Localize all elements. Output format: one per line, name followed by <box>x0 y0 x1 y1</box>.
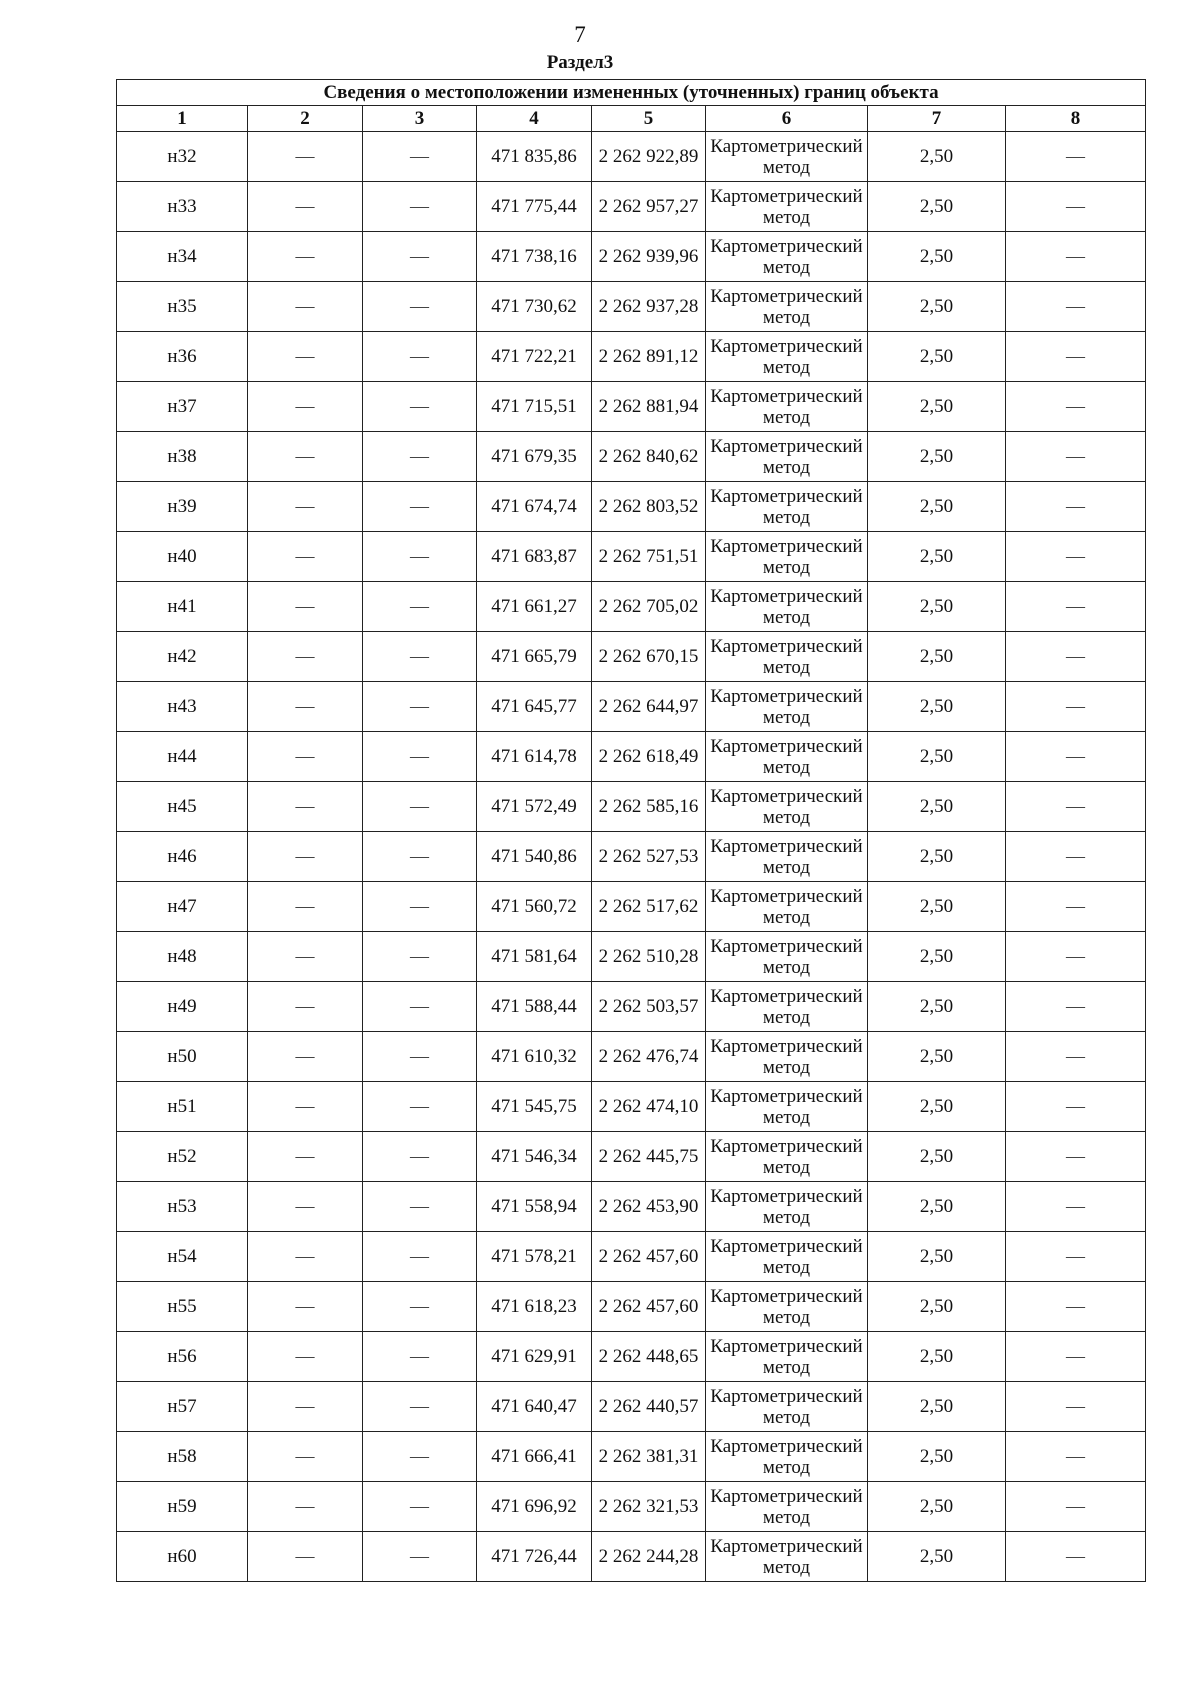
empty-cell: — <box>363 132 477 182</box>
method-cell: Картометрический метод <box>706 132 868 182</box>
empty-cell: — <box>1006 482 1146 532</box>
y-coordinate-cell: 2 262 476,74 <box>592 1032 706 1082</box>
table-row <box>117 1282 1146 1332</box>
accuracy-cell: 2,50 <box>868 282 1006 332</box>
accuracy-cell: 2,50 <box>868 832 1006 882</box>
y-coordinate-cell: 2 262 503,57 <box>592 982 706 1032</box>
empty-cell: — <box>1006 732 1146 782</box>
y-coordinate-cell: 2 262 527,53 <box>592 832 706 882</box>
empty-cell: — <box>363 1282 477 1332</box>
table-row <box>117 682 1146 732</box>
empty-cell: — <box>248 282 363 332</box>
empty-cell: — <box>248 382 363 432</box>
accuracy-cell: 2,50 <box>868 1082 1006 1132</box>
empty-cell: — <box>1006 1382 1146 1432</box>
point-number-cell: н60 <box>117 1532 248 1582</box>
empty-cell: — <box>1006 1232 1146 1282</box>
method-cell: Картометрический метод <box>706 1432 868 1482</box>
empty-cell: — <box>363 832 477 882</box>
empty-cell: — <box>248 1232 363 1282</box>
empty-cell: — <box>363 582 477 632</box>
x-coordinate-cell: 471 581,64 <box>477 932 592 982</box>
table-row <box>117 282 1146 332</box>
x-coordinate-cell: 471 665,79 <box>477 632 592 682</box>
empty-cell: — <box>1006 582 1146 632</box>
point-number-cell: н43 <box>117 682 248 732</box>
y-coordinate-cell: 2 262 321,53 <box>592 1482 706 1532</box>
method-cell: Картометрический метод <box>706 182 868 232</box>
x-coordinate-cell: 471 645,77 <box>477 682 592 732</box>
empty-cell: — <box>248 632 363 682</box>
empty-cell: — <box>363 1332 477 1382</box>
point-number-cell: н39 <box>117 482 248 532</box>
empty-cell: — <box>363 532 477 582</box>
y-coordinate-cell: 2 262 445,75 <box>592 1132 706 1182</box>
accuracy-cell: 2,50 <box>868 482 1006 532</box>
empty-cell: — <box>363 882 477 932</box>
x-coordinate-cell: 471 560,72 <box>477 882 592 932</box>
empty-cell: — <box>1006 332 1146 382</box>
empty-cell: — <box>363 932 477 982</box>
empty-cell: — <box>1006 1082 1146 1132</box>
empty-cell: — <box>248 182 363 232</box>
method-cell: Картометрический метод <box>706 1032 868 1082</box>
x-coordinate-cell: 471 572,49 <box>477 782 592 832</box>
empty-cell: — <box>248 982 363 1032</box>
table-row <box>117 382 1146 432</box>
empty-cell: — <box>363 382 477 432</box>
point-number-cell: н35 <box>117 282 248 332</box>
empty-cell: — <box>248 782 363 832</box>
x-coordinate-cell: 471 618,23 <box>477 1282 592 1332</box>
empty-cell: — <box>248 1182 363 1232</box>
y-coordinate-cell: 2 262 244,28 <box>592 1532 706 1582</box>
point-number-cell: н54 <box>117 1232 248 1282</box>
x-coordinate-cell: 471 722,21 <box>477 332 592 382</box>
x-coordinate-cell: 471 629,91 <box>477 1332 592 1382</box>
method-cell: Картометрический метод <box>706 332 868 382</box>
empty-cell: — <box>363 1482 477 1532</box>
accuracy-cell: 2,50 <box>868 632 1006 682</box>
empty-cell: — <box>363 232 477 282</box>
accuracy-cell: 2,50 <box>868 1032 1006 1082</box>
empty-cell: — <box>363 482 477 532</box>
point-number-cell: н38 <box>117 432 248 482</box>
empty-cell: — <box>248 1132 363 1182</box>
table-row <box>117 1382 1146 1432</box>
y-coordinate-cell: 2 262 457,60 <box>592 1282 706 1332</box>
method-cell: Картометрический метод <box>706 282 868 332</box>
x-coordinate-cell: 471 730,62 <box>477 282 592 332</box>
table-row <box>117 882 1146 932</box>
accuracy-cell: 2,50 <box>868 532 1006 582</box>
accuracy-cell: 2,50 <box>868 1532 1006 1582</box>
accuracy-cell: 2,50 <box>868 932 1006 982</box>
empty-cell: — <box>1006 1482 1146 1532</box>
column-number: 4 <box>477 106 592 132</box>
point-number-cell: н44 <box>117 732 248 782</box>
empty-cell: — <box>248 882 363 932</box>
method-cell: Картометрический метод <box>706 782 868 832</box>
method-cell: Картометрический метод <box>706 882 868 932</box>
empty-cell: — <box>1006 532 1146 582</box>
empty-cell: — <box>363 682 477 732</box>
method-cell: Картометрический метод <box>706 682 868 732</box>
y-coordinate-cell: 2 262 939,96 <box>592 232 706 282</box>
x-coordinate-cell: 471 696,92 <box>477 1482 592 1532</box>
column-number: 8 <box>1006 106 1146 132</box>
table-row <box>117 532 1146 582</box>
table-row <box>117 782 1146 832</box>
column-number: 2 <box>248 106 363 132</box>
y-coordinate-cell: 2 262 474,10 <box>592 1082 706 1132</box>
empty-cell: — <box>248 1382 363 1432</box>
empty-cell: — <box>248 1532 363 1582</box>
empty-cell: — <box>363 732 477 782</box>
empty-cell: — <box>363 1232 477 1282</box>
empty-cell: — <box>363 1532 477 1582</box>
empty-cell: — <box>248 582 363 632</box>
method-cell: Картометрический метод <box>706 582 868 632</box>
empty-cell: — <box>363 982 477 1032</box>
y-coordinate-cell: 2 262 670,15 <box>592 632 706 682</box>
empty-cell: — <box>1006 832 1146 882</box>
empty-cell: — <box>248 832 363 882</box>
x-coordinate-cell: 471 614,78 <box>477 732 592 782</box>
table-row <box>117 832 1146 882</box>
accuracy-cell: 2,50 <box>868 1382 1006 1432</box>
method-cell: Картометрический метод <box>706 982 868 1032</box>
point-number-cell: н49 <box>117 982 248 1032</box>
point-number-cell: н46 <box>117 832 248 882</box>
empty-cell: — <box>363 1032 477 1082</box>
method-cell: Картометрический метод <box>706 232 868 282</box>
point-number-cell: н58 <box>117 1432 248 1482</box>
empty-cell: — <box>1006 682 1146 732</box>
point-number-cell: н56 <box>117 1332 248 1382</box>
accuracy-cell: 2,50 <box>868 1182 1006 1232</box>
table-row <box>117 1032 1146 1082</box>
accuracy-cell: 2,50 <box>868 882 1006 932</box>
x-coordinate-cell: 471 546,34 <box>477 1132 592 1182</box>
method-cell: Картометрический метод <box>706 1382 868 1432</box>
accuracy-cell: 2,50 <box>868 432 1006 482</box>
y-coordinate-cell: 2 262 517,62 <box>592 882 706 932</box>
x-coordinate-cell: 471 661,27 <box>477 582 592 632</box>
table-row <box>117 1082 1146 1132</box>
method-cell: Картометрический метод <box>706 1332 868 1382</box>
accuracy-cell: 2,50 <box>868 982 1006 1032</box>
method-cell: Картометрический метод <box>706 1232 868 1282</box>
empty-cell: — <box>1006 432 1146 482</box>
accuracy-cell: 2,50 <box>868 132 1006 182</box>
empty-cell: — <box>248 532 363 582</box>
table-row <box>117 1332 1146 1382</box>
empty-cell: — <box>248 1432 363 1482</box>
method-cell: Картометрический метод <box>706 482 868 532</box>
x-coordinate-cell: 471 610,32 <box>477 1032 592 1082</box>
accuracy-cell: 2,50 <box>868 1332 1006 1382</box>
column-number-row <box>117 106 1146 132</box>
empty-cell: — <box>1006 882 1146 932</box>
empty-cell: — <box>363 1132 477 1182</box>
y-coordinate-cell: 2 262 618,49 <box>592 732 706 782</box>
x-coordinate-cell: 471 674,74 <box>477 482 592 532</box>
x-coordinate-cell: 471 726,44 <box>477 1532 592 1582</box>
method-cell: Картометрический метод <box>706 832 868 882</box>
accuracy-cell: 2,50 <box>868 382 1006 432</box>
y-coordinate-cell: 2 262 937,28 <box>592 282 706 332</box>
empty-cell: — <box>363 432 477 482</box>
empty-cell: — <box>1006 182 1146 232</box>
method-cell: Картометрический метод <box>706 1082 868 1132</box>
empty-cell: — <box>363 332 477 382</box>
empty-cell: — <box>1006 232 1146 282</box>
page-number: 7 <box>574 22 586 47</box>
table-caption: Сведения о местоположении измененных (уточненных) границ объекта <box>117 80 1146 106</box>
method-cell: Картометрический метод <box>706 1532 868 1582</box>
column-number: 6 <box>706 106 868 132</box>
column-number: 3 <box>363 106 477 132</box>
accuracy-cell: 2,50 <box>868 1232 1006 1282</box>
method-cell: Картометрический метод <box>706 732 868 782</box>
x-coordinate-cell: 471 578,21 <box>477 1232 592 1282</box>
table-row <box>117 232 1146 282</box>
empty-cell: — <box>363 632 477 682</box>
empty-cell: — <box>1006 782 1146 832</box>
y-coordinate-cell: 2 262 453,90 <box>592 1182 706 1232</box>
empty-cell: — <box>1006 1432 1146 1482</box>
y-coordinate-cell: 2 262 957,27 <box>592 182 706 232</box>
empty-cell: — <box>248 132 363 182</box>
point-number-cell: н51 <box>117 1082 248 1132</box>
x-coordinate-cell: 471 540,86 <box>477 832 592 882</box>
point-number-cell: н47 <box>117 882 248 932</box>
y-coordinate-cell: 2 262 751,51 <box>592 532 706 582</box>
empty-cell: — <box>1006 932 1146 982</box>
method-cell: Картометрический метод <box>706 1482 868 1532</box>
point-number-cell: н59 <box>117 1482 248 1532</box>
section-title: Раздел3 <box>546 52 614 73</box>
boundary-coordinates-table <box>116 79 1146 1582</box>
empty-cell: — <box>363 782 477 832</box>
empty-cell: — <box>1006 1332 1146 1382</box>
point-number-cell: н42 <box>117 632 248 682</box>
x-coordinate-cell: 471 666,41 <box>477 1432 592 1482</box>
x-coordinate-cell: 471 558,94 <box>477 1182 592 1232</box>
empty-cell: — <box>363 1382 477 1432</box>
empty-cell: — <box>363 1432 477 1482</box>
y-coordinate-cell: 2 262 448,65 <box>592 1332 706 1382</box>
empty-cell: — <box>363 1082 477 1132</box>
y-coordinate-cell: 2 262 891,12 <box>592 332 706 382</box>
table-row <box>117 1232 1146 1282</box>
empty-cell: — <box>1006 982 1146 1032</box>
method-cell: Картометрический метод <box>706 1182 868 1232</box>
column-number: 1 <box>117 106 248 132</box>
table-row <box>117 582 1146 632</box>
empty-cell: — <box>1006 1182 1146 1232</box>
empty-cell: — <box>1006 132 1146 182</box>
method-cell: Картометрический метод <box>706 932 868 982</box>
empty-cell: — <box>248 932 363 982</box>
table-row <box>117 1182 1146 1232</box>
x-coordinate-cell: 471 679,35 <box>477 432 592 482</box>
accuracy-cell: 2,50 <box>868 332 1006 382</box>
method-cell: Картометрический метод <box>706 632 868 682</box>
empty-cell: — <box>248 232 363 282</box>
table-row <box>117 1532 1146 1582</box>
accuracy-cell: 2,50 <box>868 182 1006 232</box>
point-number-cell: н32 <box>117 132 248 182</box>
accuracy-cell: 2,50 <box>868 232 1006 282</box>
table-row <box>117 1132 1146 1182</box>
accuracy-cell: 2,50 <box>868 1282 1006 1332</box>
empty-cell: — <box>248 682 363 732</box>
table-row <box>117 1482 1146 1532</box>
accuracy-cell: 2,50 <box>868 1132 1006 1182</box>
empty-cell: — <box>363 182 477 232</box>
x-coordinate-cell: 471 738,16 <box>477 232 592 282</box>
point-number-cell: н40 <box>117 532 248 582</box>
y-coordinate-cell: 2 262 510,28 <box>592 932 706 982</box>
table-row <box>117 632 1146 682</box>
y-coordinate-cell: 2 262 585,16 <box>592 782 706 832</box>
empty-cell: — <box>1006 1282 1146 1332</box>
point-number-cell: н45 <box>117 782 248 832</box>
method-cell: Картометрический метод <box>706 532 868 582</box>
empty-cell: — <box>1006 1532 1146 1582</box>
table-row <box>117 982 1146 1032</box>
accuracy-cell: 2,50 <box>868 1432 1006 1482</box>
method-cell: Картометрический метод <box>706 1132 868 1182</box>
table-row <box>117 132 1146 182</box>
method-cell: Картометрический метод <box>706 382 868 432</box>
x-coordinate-cell: 471 715,51 <box>477 382 592 432</box>
point-number-cell: н41 <box>117 582 248 632</box>
empty-cell: — <box>248 1282 363 1332</box>
empty-cell: — <box>248 482 363 532</box>
empty-cell: — <box>248 332 363 382</box>
empty-cell: — <box>1006 632 1146 682</box>
accuracy-cell: 2,50 <box>868 1482 1006 1532</box>
point-number-cell: н55 <box>117 1282 248 1332</box>
point-number-cell: н52 <box>117 1132 248 1182</box>
y-coordinate-cell: 2 262 803,52 <box>592 482 706 532</box>
column-number: 5 <box>592 106 706 132</box>
table-row <box>117 432 1146 482</box>
point-number-cell: н34 <box>117 232 248 282</box>
y-coordinate-cell: 2 262 381,31 <box>592 1432 706 1482</box>
accuracy-cell: 2,50 <box>868 732 1006 782</box>
x-coordinate-cell: 471 775,44 <box>477 182 592 232</box>
x-coordinate-cell: 471 588,44 <box>477 982 592 1032</box>
column-number: 7 <box>868 106 1006 132</box>
y-coordinate-cell: 2 262 457,60 <box>592 1232 706 1282</box>
empty-cell: — <box>248 732 363 782</box>
table-caption-row <box>117 80 1146 106</box>
table-row <box>117 932 1146 982</box>
point-number-cell: н33 <box>117 182 248 232</box>
y-coordinate-cell: 2 262 705,02 <box>592 582 706 632</box>
y-coordinate-cell: 2 262 922,89 <box>592 132 706 182</box>
table-row <box>117 182 1146 232</box>
empty-cell: — <box>1006 382 1146 432</box>
point-number-cell: н48 <box>117 932 248 982</box>
table-row <box>117 732 1146 782</box>
point-number-cell: н53 <box>117 1182 248 1232</box>
table-row <box>117 1432 1146 1482</box>
point-number-cell: н36 <box>117 332 248 382</box>
method-cell: Картометрический метод <box>706 432 868 482</box>
x-coordinate-cell: 471 640,47 <box>477 1382 592 1432</box>
y-coordinate-cell: 2 262 881,94 <box>592 382 706 432</box>
table-row <box>117 332 1146 382</box>
x-coordinate-cell: 471 545,75 <box>477 1082 592 1132</box>
empty-cell: — <box>1006 1132 1146 1182</box>
x-coordinate-cell: 471 683,87 <box>477 532 592 582</box>
y-coordinate-cell: 2 262 440,57 <box>592 1382 706 1432</box>
point-number-cell: н37 <box>117 382 248 432</box>
empty-cell: — <box>248 1332 363 1382</box>
method-cell: Картометрический метод <box>706 1282 868 1332</box>
accuracy-cell: 2,50 <box>868 782 1006 832</box>
x-coordinate-cell: 471 835,86 <box>477 132 592 182</box>
table-row <box>117 482 1146 532</box>
empty-cell: — <box>248 1082 363 1132</box>
point-number-cell: н50 <box>117 1032 248 1082</box>
empty-cell: — <box>363 1182 477 1232</box>
empty-cell: — <box>248 1482 363 1532</box>
point-number-cell: н57 <box>117 1382 248 1432</box>
empty-cell: — <box>363 282 477 332</box>
empty-cell: — <box>1006 1032 1146 1082</box>
accuracy-cell: 2,50 <box>868 682 1006 732</box>
empty-cell: — <box>248 432 363 482</box>
empty-cell: — <box>1006 282 1146 332</box>
accuracy-cell: 2,50 <box>868 582 1006 632</box>
empty-cell: — <box>248 1032 363 1082</box>
table-body <box>117 132 1146 1582</box>
y-coordinate-cell: 2 262 644,97 <box>592 682 706 732</box>
y-coordinate-cell: 2 262 840,62 <box>592 432 706 482</box>
